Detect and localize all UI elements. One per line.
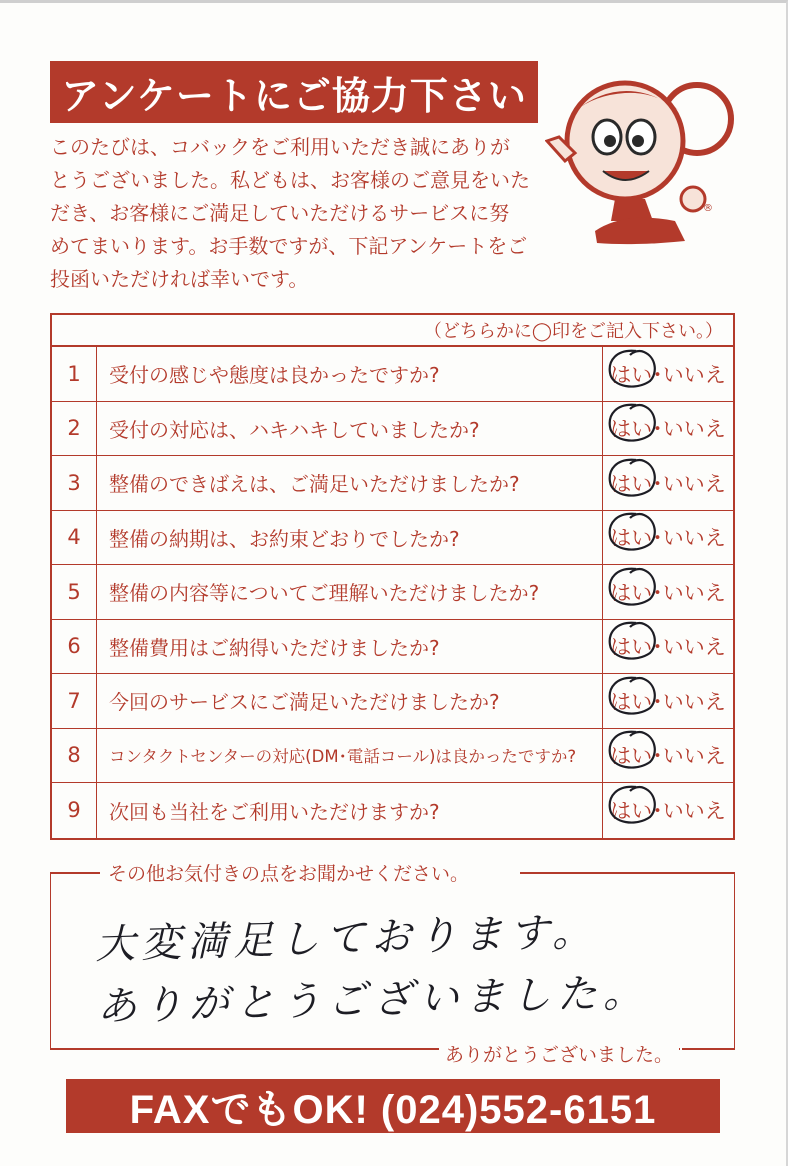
- answer-yes[interactable]: [610, 359, 652, 389]
- answer-yes[interactable]: [610, 522, 652, 552]
- question-number: 2: [52, 402, 97, 456]
- survey-row: [52, 511, 733, 566]
- answer-yes-label: はい: [610, 799, 653, 824]
- answer-no[interactable]: いいえ: [662, 744, 726, 769]
- answer-no[interactable]: いいえ: [662, 526, 726, 551]
- answer-separator: ･: [652, 689, 663, 714]
- answer-no[interactable]: いいえ: [662, 362, 726, 387]
- handwritten-line-1: 大変満足しております。: [94, 909, 599, 969]
- answer-no[interactable]: いいえ: [662, 417, 726, 442]
- survey-row: [52, 729, 733, 784]
- survey-row: [52, 347, 733, 402]
- mascot-character-icon: [545, 71, 735, 261]
- question-number: 7: [52, 674, 97, 728]
- survey-row: [52, 674, 733, 729]
- table-instruction: （どちらかに◯印をご記入下さい。）: [52, 315, 733, 347]
- answer-yes[interactable]: [610, 631, 652, 661]
- answer-choice[interactable]: [603, 565, 733, 619]
- hand-drawn-circle-icon: [606, 783, 660, 827]
- answer-yes[interactable]: [610, 413, 652, 443]
- answer-separator: ･: [652, 526, 663, 551]
- answer-yes-label: はい: [610, 744, 653, 769]
- question-text: 受付の対応は、ハキハキしていましたか?: [97, 402, 603, 456]
- question-number: 1: [52, 347, 97, 401]
- answer-no[interactable]: いいえ: [662, 580, 726, 605]
- answer-separator: ･: [652, 580, 663, 605]
- hand-drawn-circle-icon: [606, 728, 660, 772]
- question-number: 3: [52, 456, 97, 510]
- comments-label: その他お気付きの点をお聞かせください。: [102, 859, 475, 886]
- answer-separator: ･: [652, 417, 663, 442]
- answer-no[interactable]: いいえ: [662, 471, 726, 496]
- answer-choice[interactable]: [603, 402, 733, 456]
- survey-table: [50, 313, 735, 840]
- answer-no[interactable]: いいえ: [662, 635, 726, 660]
- question-text: 整備のできばえは、ご満足いただけましたか?: [97, 456, 603, 510]
- survey-row: [52, 620, 733, 675]
- answer-choice[interactable]: [603, 620, 733, 674]
- hand-drawn-circle-icon: [606, 510, 660, 554]
- answer-yes[interactable]: [610, 686, 652, 716]
- answer-yes[interactable]: [610, 468, 652, 498]
- answer-yes-label: はい: [610, 471, 653, 496]
- survey-row: [52, 456, 733, 511]
- hand-drawn-circle-icon: [606, 347, 660, 391]
- hand-drawn-circle-icon: [606, 565, 660, 609]
- question-number: 8: [52, 729, 97, 783]
- survey-row: [52, 402, 733, 457]
- registered-mark: ®: [703, 203, 713, 214]
- answer-separator: ･: [652, 799, 663, 824]
- question-number: 4: [52, 511, 97, 565]
- answer-yes-label: はい: [610, 362, 653, 387]
- hand-drawn-circle-icon: [606, 401, 660, 445]
- answer-choice[interactable]: [603, 729, 733, 783]
- survey-row: [52, 565, 733, 620]
- answer-choice[interactable]: [603, 674, 733, 728]
- survey-row: [52, 783, 733, 838]
- answer-yes[interactable]: [610, 740, 652, 770]
- handwritten-line-2: ありがとうございました。: [96, 969, 650, 1031]
- answer-separator: ･: [652, 635, 663, 660]
- handwritten-comment: [94, 900, 649, 1038]
- answer-no[interactable]: いいえ: [662, 799, 726, 824]
- answer-yes-label: はい: [610, 526, 653, 551]
- answer-yes-label: はい: [610, 689, 653, 714]
- hand-drawn-circle-icon: [606, 456, 660, 500]
- answer-yes[interactable]: [610, 795, 652, 825]
- answer-yes[interactable]: [610, 577, 652, 607]
- question-number: 9: [52, 783, 97, 838]
- question-text: 今回のサービスにご満足いただけましたか?: [97, 674, 603, 728]
- answer-choice[interactable]: [603, 347, 733, 401]
- question-text: 整備の納期は、お約束どおりでしたか?: [97, 511, 603, 565]
- answer-choice[interactable]: [603, 456, 733, 510]
- answer-separator: ･: [652, 471, 663, 496]
- question-text: 整備費用はご納得いただけましたか?: [97, 620, 603, 674]
- fax-banner: [66, 1079, 720, 1133]
- comments-box[interactable]: [50, 859, 735, 1066]
- hand-drawn-circle-icon: [606, 619, 660, 663]
- survey-rows: [52, 347, 733, 838]
- question-text: 次回も当社をご利用いただけますか?: [97, 783, 603, 838]
- question-text: 受付の感じや態度は良かったですか?: [97, 347, 603, 401]
- answer-separator: ･: [652, 362, 663, 387]
- hand-drawn-circle-icon: [606, 674, 660, 718]
- question-number: 6: [52, 620, 97, 674]
- answer-yes-label: はい: [610, 417, 653, 442]
- answer-yes-label: はい: [610, 580, 653, 605]
- question-number: 5: [52, 565, 97, 619]
- question-text: 整備の内容等についてご理解いただけましたか?: [97, 565, 603, 619]
- answer-choice[interactable]: [603, 511, 733, 565]
- fax-number: FAXでもOK! (024)552-6151: [129, 1087, 657, 1132]
- answer-no[interactable]: いいえ: [662, 689, 726, 714]
- comments-thanks: ありがとうございました。: [439, 1040, 679, 1067]
- intro-text: このたびは、コバックをご利用いただき誠にありが とうございました。私どもは、お客様のご意見をいた だき、お客様にご満足していただけるサービスに努 めてまいります。お手数ですが、下記アンケートをご 投函いただければ幸いです。: [50, 135, 530, 291]
- answer-yes-label: はい: [610, 635, 653, 660]
- answer-choice[interactable]: [603, 783, 733, 838]
- page-title: アンケートにご協力下さい: [61, 73, 527, 118]
- question-text: コンタクトセンターの対応(DM･電話コール)は良かったですか?: [97, 729, 603, 783]
- title-banner: [50, 61, 538, 123]
- answer-separator: ･: [652, 744, 663, 769]
